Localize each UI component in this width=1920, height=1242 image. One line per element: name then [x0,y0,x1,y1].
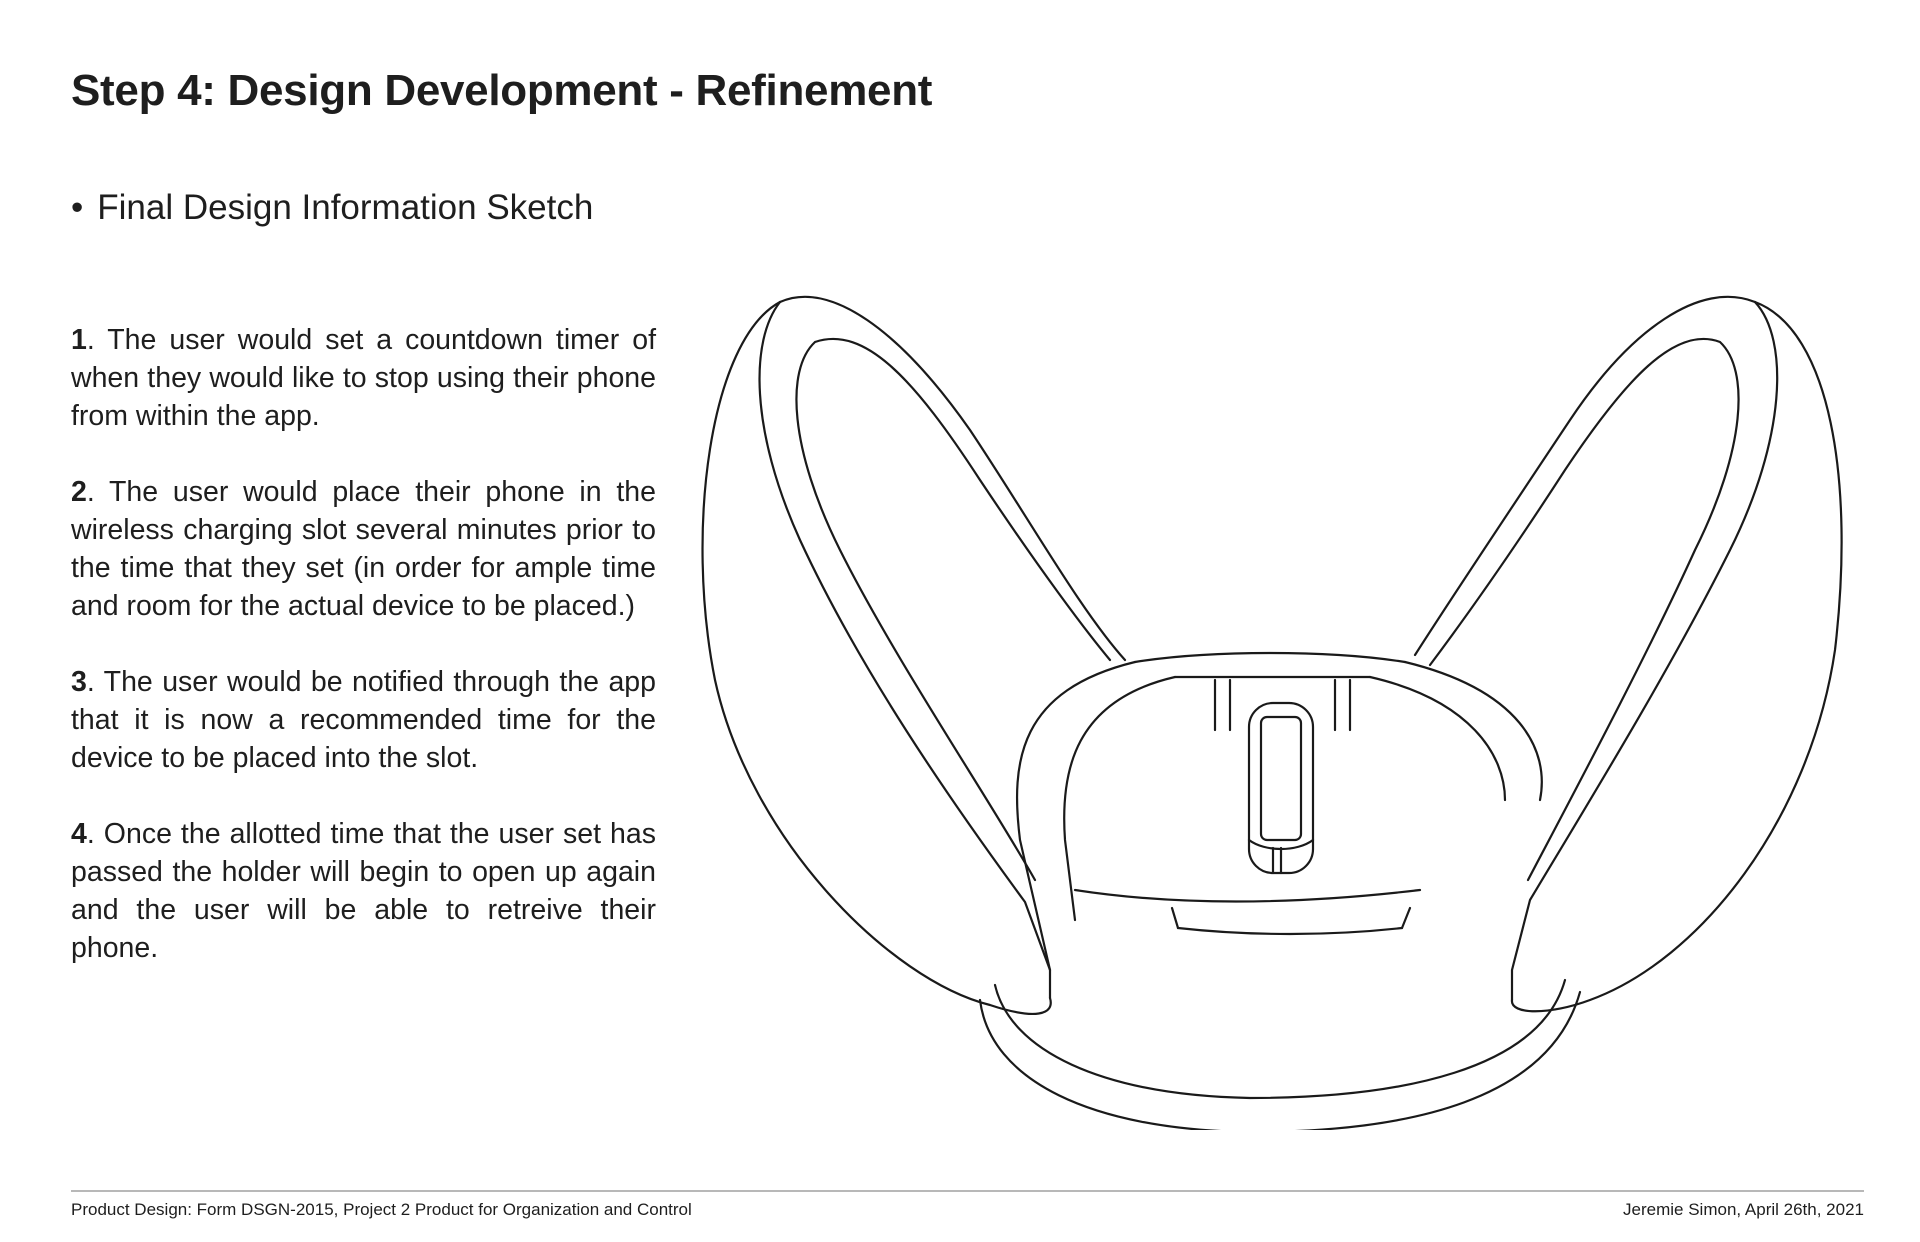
left-petal-inner [796,339,1110,880]
step-number: 2 [71,475,87,508]
cradle-rim-outer [1017,662,1135,970]
step-text: . The user would be notified through the app that it is now a recommended time for the device to be placed into the slot. [71,665,656,774]
step-item [71,473,656,625]
footer-course-info: Product Design: Form DSGN-2015, Project 2 Product for Organization and Control [71,1200,692,1219]
step-text: . Once the allotted time that the user set has passed the holder will begin to open up again and the user will be able to retreive their phone. [71,817,656,964]
step-item [71,815,656,967]
steps-list [71,292,656,1005]
base-inner [995,980,1565,1098]
left-petal-edge [760,302,1050,998]
step-number: 3 [71,665,87,698]
right-petal-inner [1430,339,1739,880]
slot-post-right [1335,680,1350,730]
page-title: Step 4: Design Development - Refinement [71,66,933,115]
cradle-rim-inner-right [1370,677,1505,800]
footer-author-date: Jeremie Simon, April 26th, 2021 [1623,1200,1864,1219]
charging-slot-inner [1261,717,1301,840]
cradle-front-lip-inner [1172,908,1410,928]
right-petal-outer [1512,302,1842,1011]
section-heading [71,188,593,228]
step-number: 1 [71,323,87,356]
step-text: . The user would place their phone in the wireless charging slot several minutes prior to the time that they set (in order for ample time and room for the actual device to be placed.) [71,475,656,622]
step-text: . The user would set a countdown timer of when they would like to stop using their phone from within the app. [71,323,656,432]
left-petal-outer [703,302,1051,1014]
step-number: 4 [71,817,87,850]
bullet-icon: • [71,188,84,227]
section-heading-label: Final Design Information Sketch [97,188,594,227]
base-outer [980,992,1580,1130]
cradle-rim-inner [1064,677,1175,920]
cradle-rim-outer-right [1405,662,1542,800]
footer-divider [71,1190,1864,1192]
cradle-front-lip [1178,928,1402,934]
slot-post-left [1215,680,1230,730]
phone-holder-illustration [690,280,1870,1130]
cradle-floor [1075,890,1420,902]
cradle-back-wall-top [1135,653,1405,662]
step-item [71,321,656,435]
phone-holder-sketch [690,280,1870,1130]
step-item [71,663,656,777]
